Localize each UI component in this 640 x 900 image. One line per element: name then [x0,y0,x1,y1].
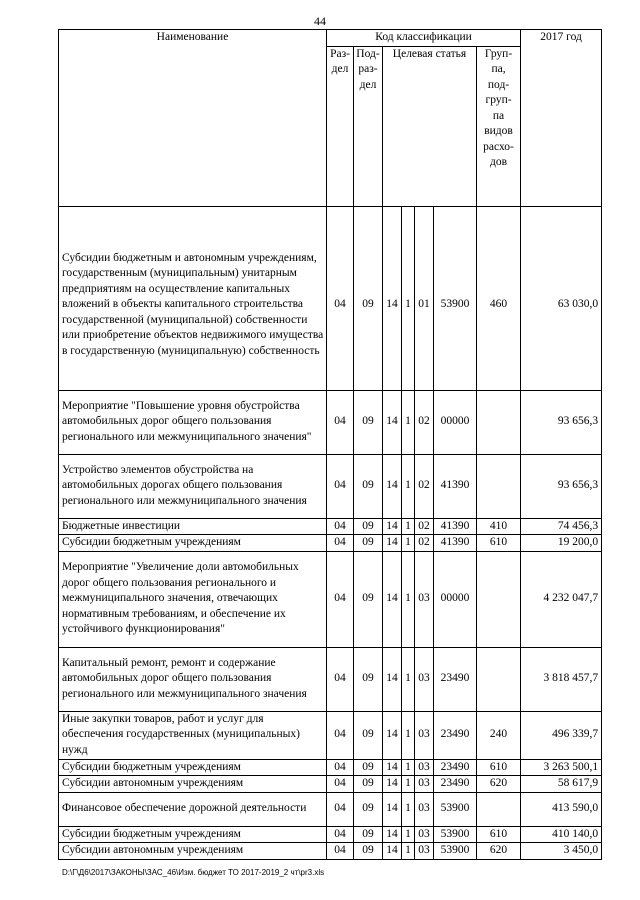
row-amount: 58 617,9 [521,776,602,793]
row-target-direction: 23490 [434,776,477,793]
row-podrazdel: 09 [354,551,383,647]
row-podrazdel: 09 [354,390,383,454]
row-target-event: 02 [415,454,434,518]
row-name: Субсидии автономным учреждениям [59,776,327,793]
table-body [59,206,602,859]
row-razdel: 04 [327,454,354,518]
row-target-direction: 41390 [434,535,477,552]
header-podrazdel: Под- раз- дел [354,46,383,206]
row-amount: 3 818 457,7 [521,647,602,711]
row-target-subprogram: 1 [402,206,415,390]
row-podrazdel: 09 [354,647,383,711]
row-podrazdel: 09 [354,843,383,860]
row-podrazdel: 09 [354,759,383,776]
table-row [59,206,602,390]
row-name: Субсидии бюджетным и автономным учреждениям, государственным (муниципальным) унитарным предприятиям на осуществление капитальных вложений в объекты капитального строительства государственной (муниципальной) собственности или приобретение объектов недвижимого имущества в государственную (муниципальную) собственность [59,206,327,390]
file-path-footer: D:\Г\Д6\2017\ЗАКОНЫ\ЗАС_46\Изм. бюджет ТО 2017-2019_2 чт\pr3.xls [62,868,325,877]
row-target-program: 14 [383,843,402,860]
header-name: Наименование [59,30,327,207]
row-target-program: 14 [383,551,402,647]
row-target-event: 01 [415,206,434,390]
row-target-program: 14 [383,454,402,518]
row-name: Капитальный ремонт, ремонт и содержание автомобильных дорог общего пользования регионального или межмуниципального значения [59,647,327,711]
row-target-subprogram: 1 [402,454,415,518]
row-amount: 93 656,3 [521,454,602,518]
row-target-subprogram: 1 [402,551,415,647]
table-row [59,843,602,860]
row-target-event: 03 [415,711,434,759]
table-row [59,826,602,843]
row-expense-type: 410 [477,518,521,535]
row-razdel: 04 [327,792,354,826]
row-target-program: 14 [383,518,402,535]
row-target-event: 03 [415,647,434,711]
row-target-direction: 53900 [434,792,477,826]
row-target-program: 14 [383,711,402,759]
row-amount: 4 232 047,7 [521,551,602,647]
row-target-program: 14 [383,206,402,390]
header-year: 2017 год [521,30,602,207]
row-expense-type: 460 [477,206,521,390]
row-name: Финансовое обеспечение дорожной деятельности [59,792,327,826]
row-target-program: 14 [383,776,402,793]
row-razdel: 04 [327,843,354,860]
row-target-direction: 53900 [434,826,477,843]
row-target-direction: 41390 [434,454,477,518]
row-target-program: 14 [383,792,402,826]
row-target-subprogram: 1 [402,390,415,454]
header-target-article: Целевая статья [383,46,477,206]
row-expense-type [477,647,521,711]
row-name: Субсидии автономным учреждениям [59,843,327,860]
row-target-event: 03 [415,551,434,647]
row-target-event: 02 [415,535,434,552]
table-row [59,711,602,759]
row-amount: 74 456,3 [521,518,602,535]
row-target-direction: 00000 [434,551,477,647]
row-target-event: 02 [415,390,434,454]
row-target-event: 03 [415,843,434,860]
row-amount: 496 339,7 [521,711,602,759]
row-expense-type [477,390,521,454]
row-razdel: 04 [327,647,354,711]
table-row [59,759,602,776]
row-target-program: 14 [383,390,402,454]
row-name: Субсидии бюджетным учреждениям [59,535,327,552]
table-row [59,776,602,793]
row-target-direction: 53900 [434,206,477,390]
budget-table [58,29,602,860]
row-razdel: 04 [327,535,354,552]
row-expense-type: 620 [477,776,521,793]
row-target-subprogram: 1 [402,711,415,759]
row-podrazdel: 09 [354,711,383,759]
row-podrazdel: 09 [354,776,383,793]
row-name: Субсидии бюджетным учреждениям [59,759,327,776]
row-target-event: 03 [415,826,434,843]
row-amount: 63 030,0 [521,206,602,390]
row-amount: 19 200,0 [521,535,602,552]
row-podrazdel: 09 [354,454,383,518]
row-target-subprogram: 1 [402,759,415,776]
row-amount: 3 263 500,1 [521,759,602,776]
row-razdel: 04 [327,206,354,390]
row-amount: 413 590,0 [521,792,602,826]
row-target-subprogram: 1 [402,535,415,552]
row-expense-type: 620 [477,843,521,860]
row-target-subprogram: 1 [402,826,415,843]
row-target-program: 14 [383,535,402,552]
row-target-direction: 00000 [434,390,477,454]
row-target-program: 14 [383,647,402,711]
row-razdel: 04 [327,711,354,759]
row-target-program: 14 [383,826,402,843]
row-razdel: 04 [327,759,354,776]
row-target-direction: 23490 [434,759,477,776]
table-row [59,518,602,535]
row-name: Субсидии бюджетным учреждениям [59,826,327,843]
row-target-event: 03 [415,759,434,776]
row-name: Мероприятие "Повышение уровня обустройства автомобильных дорог общего пользования регионального или межмуниципального значения" [59,390,327,454]
row-expense-type [477,454,521,518]
row-name: Иные закупки товаров, работ и услуг для обеспечения государственных (муниципальных) нужд [59,711,327,759]
row-amount: 410 140,0 [521,826,602,843]
row-name: Устройство элементов обустройства на автомобильных дорогах общего пользования регионального или межмуниципального значения [59,454,327,518]
row-expense-type: 610 [477,826,521,843]
row-razdel: 04 [327,776,354,793]
row-expense-type: 610 [477,535,521,552]
row-target-event: 03 [415,792,434,826]
row-target-program: 14 [383,759,402,776]
row-target-direction: 53900 [434,843,477,860]
table-row [59,535,602,552]
row-expense-type [477,551,521,647]
row-name: Мероприятие "Увеличение доли автомобильных дорог общего пользования регионального и межмуниципального значения, отвечающих нормативным требованиям, и обеспечение их устойчивого функционирования" [59,551,327,647]
row-expense-type: 610 [477,759,521,776]
row-razdel: 04 [327,551,354,647]
header-code-group: Код классификации [327,30,521,47]
row-target-subprogram: 1 [402,518,415,535]
row-podrazdel: 09 [354,792,383,826]
table-row [59,551,602,647]
row-target-event: 03 [415,776,434,793]
row-target-subprogram: 1 [402,843,415,860]
row-target-subprogram: 1 [402,647,415,711]
row-podrazdel: 09 [354,206,383,390]
row-podrazdel: 09 [354,826,383,843]
row-expense-type [477,792,521,826]
row-razdel: 04 [327,518,354,535]
row-amount: 93 656,3 [521,390,602,454]
row-name: Бюджетные инвестиции [59,518,327,535]
header-razdel: Раз- дел [327,46,354,206]
row-target-direction: 41390 [434,518,477,535]
page-number: 44 [314,14,326,28]
row-podrazdel: 09 [354,518,383,535]
row-amount: 3 450,0 [521,843,602,860]
row-target-event: 02 [415,518,434,535]
row-podrazdel: 09 [354,535,383,552]
row-target-subprogram: 1 [402,776,415,793]
table-row [59,792,602,826]
row-razdel: 04 [327,826,354,843]
row-target-subprogram: 1 [402,792,415,826]
table-row [59,454,602,518]
header-expense-group: Груп- па, под- груп- па видов расхо- дов [477,46,521,206]
table-row [59,647,602,711]
row-razdel: 04 [327,390,354,454]
table-row [59,390,602,454]
row-target-direction: 23490 [434,647,477,711]
row-target-direction: 23490 [434,711,477,759]
row-expense-type: 240 [477,711,521,759]
